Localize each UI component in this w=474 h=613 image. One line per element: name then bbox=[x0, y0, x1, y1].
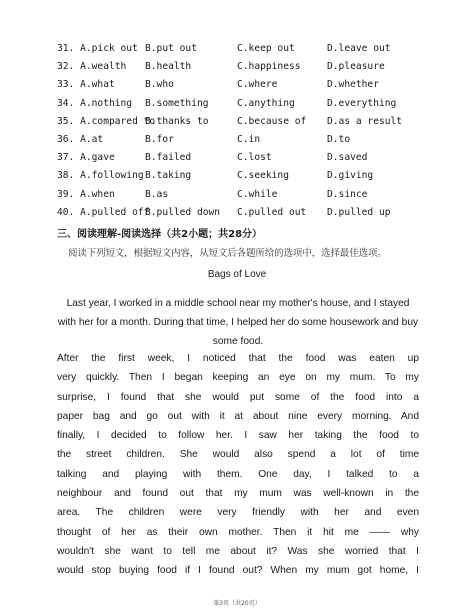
paragraph-2-line: After the first week, I noticed that the food was eaten up bbox=[57, 353, 419, 364]
question-40-option-a: 40. A.pulled off bbox=[57, 206, 150, 218]
page-footer: 第3页（共20页） bbox=[213, 600, 261, 607]
question-38-option-d: D.giving bbox=[327, 170, 374, 182]
question-38-option-a: 38. A.following bbox=[57, 170, 144, 182]
paragraph-1 bbox=[57, 294, 419, 351]
paragraph-2-line: would stop buying food if I found out? When my mum got home, I bbox=[57, 565, 419, 577]
question-32-option-c: C.happiness bbox=[237, 61, 301, 73]
question-31-option-c: C.keep out bbox=[237, 43, 295, 54]
question-35-option-a: 35. A.compared to bbox=[57, 115, 156, 127]
question-34-option-d: D.everything bbox=[327, 97, 397, 109]
question-34-option-c: C.anything bbox=[237, 97, 295, 109]
question-35-option-c: C.because of bbox=[237, 115, 307, 127]
paragraph-2-line: paper bag and go out with it at about nine every morning. And bbox=[57, 410, 419, 422]
question-34-option-b: B.something bbox=[145, 97, 209, 109]
question-32-option-b: B.health bbox=[145, 61, 192, 73]
question-32-option-d: D.pleasure bbox=[327, 61, 385, 73]
question-37-option-b: B.failed bbox=[145, 152, 192, 164]
question-33-option-b: B.who bbox=[145, 79, 174, 91]
paragraph-2 bbox=[57, 349, 419, 581]
instruction-text: 阅读下列短文，根据短文内容，从短文后各题所给的选项中，选择最佳选项。 bbox=[68, 248, 387, 259]
question-33-option-a: 33. A.what bbox=[57, 79, 115, 91]
question-33-option-c: C.where bbox=[237, 79, 278, 91]
question-39-option-d: D.since bbox=[327, 188, 368, 200]
passage-title: Bags of Love bbox=[207, 269, 267, 280]
paragraph-1-line: with her for a month. During that time, I helped her do some housework and buy bbox=[57, 317, 419, 328]
question-36-option-c: C.in bbox=[237, 133, 261, 145]
question-32-option-a: 32. A.wealth bbox=[57, 61, 127, 73]
paragraph-2-line: the street children. She would also spend a lot of time bbox=[57, 449, 419, 461]
question-39-option-a: 39. A.when bbox=[57, 188, 115, 200]
question-36-option-a: 36. A.at bbox=[57, 133, 104, 145]
paragraph-2-line: thought of her as their own mother. Then it hit me —— why bbox=[57, 526, 419, 538]
paragraph-2-line: very quickly. Then I began keeping an eye on my mum. To my bbox=[57, 372, 419, 384]
question-39-option-b: B.as bbox=[145, 188, 169, 200]
question-40-option-d: D.pulled up bbox=[327, 206, 391, 218]
question-35-option-d: D.as a result bbox=[327, 115, 403, 127]
question-31-option-d: D.leave out bbox=[327, 43, 391, 54]
question-37-option-c: C.lost bbox=[237, 152, 272, 164]
question-36-option-b: B.for bbox=[145, 133, 174, 145]
question-37-option-d: D.saved bbox=[327, 152, 368, 164]
question-37-option-a: 37. A.gave bbox=[57, 152, 115, 164]
paragraph-2-line: finally, I decided to follow her. I saw her taking the food to bbox=[57, 430, 419, 442]
question-40-option-c: C.pulled out bbox=[237, 206, 307, 218]
section-title: 三、阅读理解-阅读选择（共2小题；共28分） bbox=[57, 229, 263, 240]
question-38-option-c: C.seeking bbox=[237, 170, 289, 182]
question-35-option-b: B.thanks to bbox=[145, 115, 209, 127]
question-36-option-d: D.to bbox=[327, 133, 351, 145]
question-33-option-d: D.whether bbox=[327, 79, 379, 91]
paragraph-2-line: neighbour and found out that my mum was well-known in the bbox=[57, 488, 419, 500]
paragraph-1-line: Last year, I worked in a middle school near my mother's house, and I stayed bbox=[66, 298, 410, 309]
question-39-option-c: C.while bbox=[237, 188, 278, 200]
paragraph-2-line: talking and playing with them. One day, I talked to a bbox=[57, 468, 419, 480]
question-40-option-b: B.pulled down bbox=[145, 206, 221, 218]
paragraph-2-line: area. The children were very friendly with her and even bbox=[57, 507, 419, 519]
paragraph-2-line: wouldn't she want to tell me about it? Was she worried that I bbox=[57, 545, 419, 557]
question-31-option-a: 31. A.pick out bbox=[57, 43, 138, 54]
paragraph-2-line: surprise, I found that she would put some of the food into a bbox=[57, 391, 419, 403]
question-31-option-b: B.put out bbox=[145, 43, 197, 54]
question-38-option-b: B.taking bbox=[145, 170, 192, 182]
question-34-option-a: 34. A.nothing bbox=[57, 97, 133, 109]
paragraph-1-line: some food. bbox=[212, 336, 264, 347]
